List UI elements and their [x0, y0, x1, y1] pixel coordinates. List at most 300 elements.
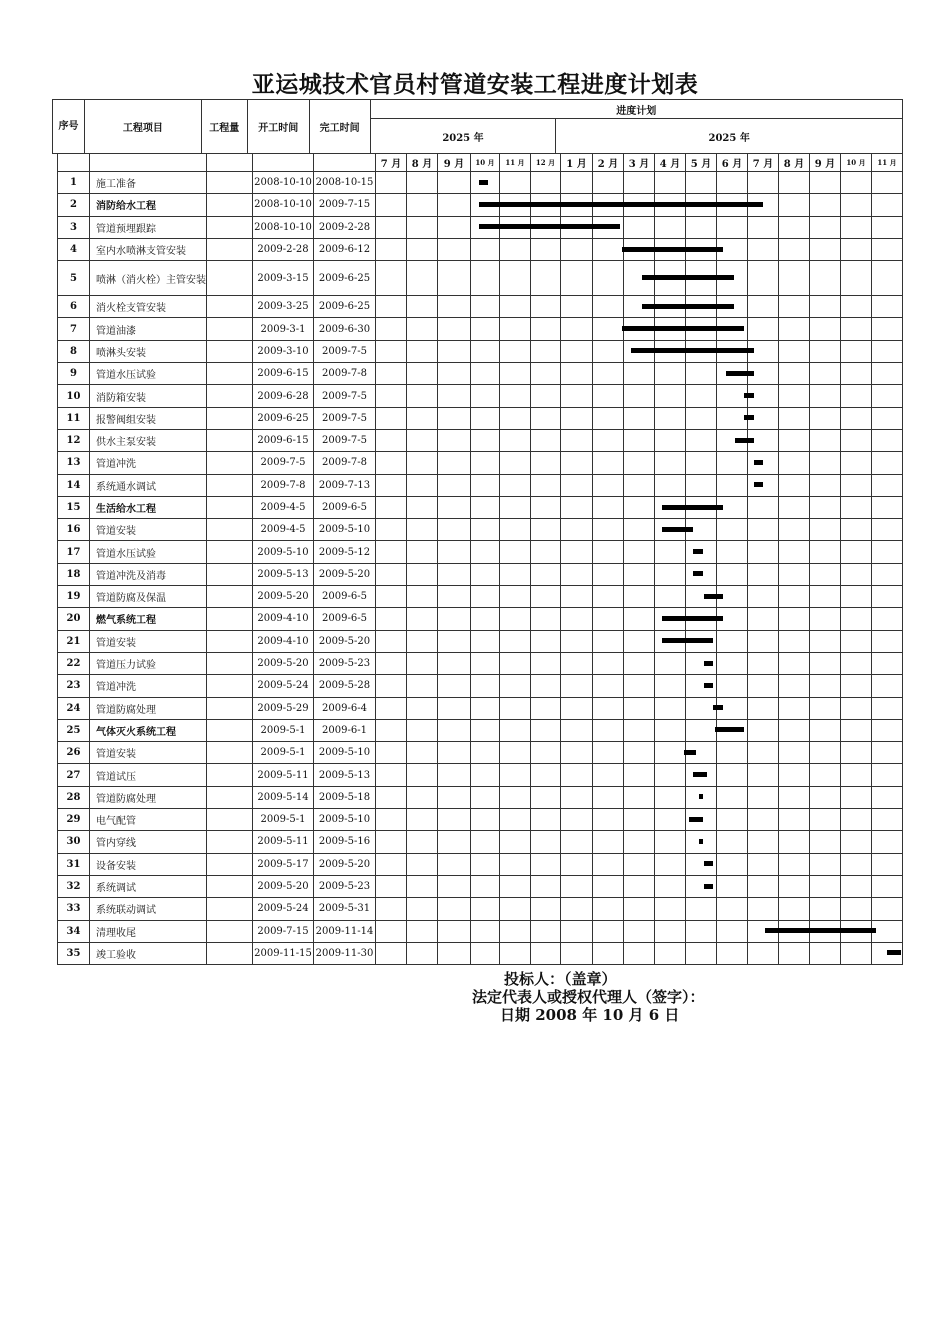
gantt-cell	[531, 652, 561, 674]
gantt-cell	[686, 541, 717, 563]
gantt-cell	[471, 296, 500, 318]
gantt-cell	[624, 608, 655, 630]
table-row	[58, 261, 903, 296]
gantt-cell	[872, 318, 903, 340]
gantt-cell	[717, 261, 748, 296]
row-end-date: 2009-5-10	[314, 809, 376, 831]
gantt-cell	[376, 920, 407, 942]
gantt-cell	[748, 675, 779, 697]
row-quantity	[207, 697, 253, 719]
gantt-cell	[655, 697, 686, 719]
gantt-cell	[531, 697, 561, 719]
gantt-cell	[500, 340, 531, 362]
row-number: 2	[58, 194, 90, 216]
gantt-cell	[438, 519, 471, 541]
row-item-name: 管道油漆	[90, 318, 207, 340]
gantt-cell	[407, 898, 438, 920]
gantt-cell	[438, 363, 471, 385]
row-end-date: 2009-11-30	[314, 942, 376, 964]
row-number: 17	[58, 541, 90, 563]
gantt-cell	[376, 786, 407, 808]
gantt-cell	[471, 809, 500, 831]
gantt-cell	[655, 675, 686, 697]
gantt-cell	[531, 216, 561, 238]
gantt-cell	[872, 496, 903, 518]
gantt-cell	[531, 452, 561, 474]
row-start-date: 2009-4-5	[253, 519, 314, 541]
gantt-cell	[872, 429, 903, 451]
gantt-cell	[593, 831, 624, 853]
gantt-cell	[841, 697, 872, 719]
row-end-date: 2009-5-13	[314, 764, 376, 786]
gantt-cell	[779, 675, 810, 697]
row-start-date: 2009-5-24	[253, 675, 314, 697]
table-row	[58, 652, 903, 674]
gantt-cell	[655, 340, 686, 362]
gantt-cell	[841, 608, 872, 630]
row-end-date: 2009-5-10	[314, 742, 376, 764]
gantt-cell	[717, 742, 748, 764]
gantt-cell	[872, 563, 903, 585]
gantt-cell	[531, 630, 561, 652]
gantt-cell	[500, 942, 531, 964]
gantt-cell	[655, 942, 686, 964]
table-row	[58, 675, 903, 697]
row-item-name: 系统调试	[90, 875, 207, 897]
gantt-cell	[810, 318, 841, 340]
table-row	[58, 764, 903, 786]
gantt-cell	[779, 452, 810, 474]
row-item-name: 生活给水工程	[90, 496, 207, 518]
gantt-cell	[407, 541, 438, 563]
row-item-name: 消防给水工程	[90, 194, 207, 216]
gantt-cell	[779, 238, 810, 260]
gantt-cell	[471, 675, 500, 697]
gantt-cell	[717, 920, 748, 942]
gantt-cell	[438, 541, 471, 563]
row-end-date: 2009-5-18	[314, 786, 376, 808]
gantt-cell	[624, 675, 655, 697]
gantt-cell	[471, 474, 500, 496]
row-quantity	[207, 296, 253, 318]
row-end-date: 2009-6-25	[314, 296, 376, 318]
gantt-cell	[686, 809, 717, 831]
gantt-cell	[531, 261, 561, 296]
gantt-cell	[624, 586, 655, 608]
gantt-cell	[872, 764, 903, 786]
row-start-date: 2009-6-15	[253, 429, 314, 451]
gantt-cell	[717, 697, 748, 719]
gantt-cell	[407, 853, 438, 875]
gantt-cell	[376, 563, 407, 585]
month-header: 10 月	[841, 154, 872, 172]
gantt-cell	[471, 786, 500, 808]
gantt-cell	[655, 853, 686, 875]
row-number: 20	[58, 608, 90, 630]
table-row	[58, 496, 903, 518]
gantt-cell	[471, 363, 500, 385]
gantt-cell	[593, 296, 624, 318]
table-row	[58, 519, 903, 541]
gantt-cell	[561, 652, 593, 674]
row-quantity	[207, 194, 253, 216]
gantt-cell	[407, 719, 438, 741]
date-line: 日期 2008 年 10 月 6 日	[500, 1006, 680, 1024]
row-number: 14	[58, 474, 90, 496]
gantt-cell	[717, 563, 748, 585]
gantt-cell	[500, 385, 531, 407]
gantt-cell	[655, 216, 686, 238]
row-start-date: 2009-6-15	[253, 363, 314, 385]
gantt-cell	[471, 238, 500, 260]
gantt-cell	[810, 340, 841, 362]
gantt-cell	[376, 407, 407, 429]
gantt-cell	[624, 363, 655, 385]
gantt-cell	[686, 261, 717, 296]
gantt-cell	[748, 429, 779, 451]
table-row	[58, 942, 903, 964]
col-start-header: 开工时间	[247, 100, 309, 154]
gantt-cell	[686, 194, 717, 216]
gantt-cell	[407, 474, 438, 496]
gantt-cell	[686, 496, 717, 518]
gantt-cell	[686, 296, 717, 318]
gantt-cell	[779, 216, 810, 238]
gantt-cell	[810, 261, 841, 296]
gantt-cell	[561, 194, 593, 216]
gantt-cell	[471, 385, 500, 407]
gantt-cell	[748, 519, 779, 541]
gantt-cell	[779, 296, 810, 318]
gantt-cell	[407, 340, 438, 362]
gantt-cell	[779, 363, 810, 385]
gantt-cell	[500, 474, 531, 496]
gantt-cell	[810, 831, 841, 853]
gantt-cell	[624, 898, 655, 920]
gantt-cell	[841, 474, 872, 496]
gantt-cell	[561, 385, 593, 407]
row-item-name: 设备安装	[90, 853, 207, 875]
row-quantity	[207, 216, 253, 238]
gantt-cell	[561, 786, 593, 808]
col-qty-header: 工程量	[201, 100, 247, 154]
gantt-cell	[500, 296, 531, 318]
gantt-cell	[438, 318, 471, 340]
gantt-cell	[438, 630, 471, 652]
gantt-cell	[407, 172, 438, 194]
gantt-cell	[593, 429, 624, 451]
gantt-cell	[376, 809, 407, 831]
gantt-cell	[624, 519, 655, 541]
row-end-date: 2009-6-5	[314, 608, 376, 630]
gantt-cell	[686, 675, 717, 697]
gantt-cell	[407, 563, 438, 585]
gantt-cell	[561, 630, 593, 652]
gantt-cell	[531, 920, 561, 942]
gantt-cell	[655, 786, 686, 808]
gantt-cell	[531, 474, 561, 496]
gantt-cell	[531, 764, 561, 786]
gantt-cell	[407, 496, 438, 518]
gantt-cell	[841, 630, 872, 652]
gantt-cell	[779, 608, 810, 630]
gantt-cell	[686, 630, 717, 652]
gantt-cell	[500, 898, 531, 920]
gantt-cell	[810, 630, 841, 652]
gantt-cell	[748, 452, 779, 474]
row-end-date: 2009-6-25	[314, 261, 376, 296]
row-item-name: 管道预埋跟踪	[90, 216, 207, 238]
gantt-cell	[438, 920, 471, 942]
gantt-cell	[438, 942, 471, 964]
gantt-cell	[561, 719, 593, 741]
gantt-cell	[624, 942, 655, 964]
gantt-cell	[810, 474, 841, 496]
gantt-cell	[471, 586, 500, 608]
gantt-cell	[531, 563, 561, 585]
gantt-cell	[471, 764, 500, 786]
gantt-cell	[438, 216, 471, 238]
gantt-cell	[438, 786, 471, 808]
table-row	[58, 216, 903, 238]
row-start-date: 2009-6-25	[253, 407, 314, 429]
gantt-cell	[593, 786, 624, 808]
gantt-cell	[624, 764, 655, 786]
row-number: 26	[58, 742, 90, 764]
row-start-date: 2009-4-10	[253, 630, 314, 652]
gantt-cell	[376, 238, 407, 260]
gantt-cell	[717, 786, 748, 808]
row-item-name: 管道安装	[90, 630, 207, 652]
gantt-cell	[717, 719, 748, 741]
gantt-cell	[841, 586, 872, 608]
schedule-table	[57, 153, 903, 965]
row-item-name: 管道防腐及保温	[90, 586, 207, 608]
gantt-cell	[500, 675, 531, 697]
gantt-cell	[655, 238, 686, 260]
gantt-cell	[655, 363, 686, 385]
gantt-cell	[500, 652, 531, 674]
gantt-cell	[531, 853, 561, 875]
gantt-cell	[531, 238, 561, 260]
gantt-cell	[686, 742, 717, 764]
gantt-cell	[500, 261, 531, 296]
row-quantity	[207, 318, 253, 340]
gantt-cell	[717, 675, 748, 697]
table-row	[58, 194, 903, 216]
gantt-cell	[872, 172, 903, 194]
row-end-date: 2009-7-8	[314, 452, 376, 474]
row-quantity	[207, 942, 253, 964]
gantt-cell	[593, 652, 624, 674]
gantt-cell	[686, 875, 717, 897]
gantt-cell	[407, 519, 438, 541]
gantt-cell	[593, 452, 624, 474]
gantt-cell	[407, 809, 438, 831]
gantt-cell	[810, 586, 841, 608]
gantt-cell	[810, 898, 841, 920]
table-row	[58, 697, 903, 719]
row-item-name: 管道压力试验	[90, 652, 207, 674]
gantt-cell	[655, 764, 686, 786]
gantt-cell	[438, 809, 471, 831]
row-start-date: 2009-5-24	[253, 898, 314, 920]
gantt-cell	[561, 675, 593, 697]
gantt-cell	[779, 318, 810, 340]
row-quantity	[207, 719, 253, 741]
gantt-cell	[748, 407, 779, 429]
gantt-cell	[841, 363, 872, 385]
gantt-cell	[531, 340, 561, 362]
gantt-cell	[500, 194, 531, 216]
table-row	[58, 238, 903, 260]
gantt-cell	[872, 340, 903, 362]
gantt-cell	[717, 318, 748, 340]
gantt-cell	[593, 172, 624, 194]
table-row	[58, 541, 903, 563]
gantt-cell	[531, 675, 561, 697]
table-header	[52, 99, 903, 154]
gantt-cell	[593, 608, 624, 630]
gantt-cell	[500, 742, 531, 764]
gantt-cell	[561, 452, 593, 474]
gantt-cell	[841, 942, 872, 964]
gantt-cell	[561, 296, 593, 318]
row-item-name: 清理收尾	[90, 920, 207, 942]
gantt-cell	[438, 385, 471, 407]
gantt-cell	[407, 296, 438, 318]
gantt-cell	[841, 340, 872, 362]
row-number: 10	[58, 385, 90, 407]
row-number: 23	[58, 675, 90, 697]
gantt-cell	[717, 429, 748, 451]
gantt-cell	[531, 586, 561, 608]
row-number: 24	[58, 697, 90, 719]
gantt-cell	[561, 831, 593, 853]
gantt-cell	[438, 296, 471, 318]
gantt-cell	[593, 563, 624, 585]
gantt-cell	[841, 385, 872, 407]
gantt-cell	[872, 942, 903, 964]
row-item-name: 供水主泵安装	[90, 429, 207, 451]
gantt-cell	[779, 563, 810, 585]
gantt-cell	[686, 363, 717, 385]
table-row	[58, 853, 903, 875]
row-start-date: 2009-5-11	[253, 831, 314, 853]
gantt-cell	[841, 875, 872, 897]
month-header: 2 月	[593, 154, 624, 172]
gantt-cell	[407, 697, 438, 719]
row-number: 32	[58, 875, 90, 897]
gantt-cell	[471, 942, 500, 964]
gantt-cell	[624, 238, 655, 260]
gantt-cell	[779, 809, 810, 831]
gantt-cell	[561, 340, 593, 362]
gantt-cell	[841, 786, 872, 808]
row-start-date: 2009-3-1	[253, 318, 314, 340]
row-start-date: 2009-5-1	[253, 719, 314, 741]
gantt-cell	[376, 630, 407, 652]
gantt-cell	[531, 296, 561, 318]
gantt-cell	[655, 742, 686, 764]
gantt-cell	[748, 541, 779, 563]
gantt-cell	[872, 541, 903, 563]
gantt-cell	[872, 385, 903, 407]
row-end-date: 2009-5-10	[314, 519, 376, 541]
gantt-cell	[376, 764, 407, 786]
gantt-cell	[531, 831, 561, 853]
row-quantity	[207, 742, 253, 764]
gantt-cell	[748, 194, 779, 216]
gantt-cell	[779, 920, 810, 942]
gantt-cell	[748, 363, 779, 385]
gantt-cell	[376, 452, 407, 474]
gantt-cell	[376, 942, 407, 964]
table-row	[58, 452, 903, 474]
row-item-name: 管道冲洗及消毒	[90, 563, 207, 585]
gantt-cell	[438, 474, 471, 496]
row-start-date: 2009-7-8	[253, 474, 314, 496]
gantt-cell	[810, 853, 841, 875]
gantt-cell	[748, 474, 779, 496]
gantt-cell	[471, 719, 500, 741]
gantt-cell	[471, 920, 500, 942]
row-start-date: 2009-7-5	[253, 452, 314, 474]
gantt-cell	[471, 697, 500, 719]
gantt-cell	[810, 172, 841, 194]
gantt-cell	[561, 764, 593, 786]
row-end-date: 2009-5-16	[314, 831, 376, 853]
gantt-cell	[593, 764, 624, 786]
gantt-cell	[872, 363, 903, 385]
gantt-cell	[500, 809, 531, 831]
gantt-cell	[407, 407, 438, 429]
row-number: 7	[58, 318, 90, 340]
gantt-cell	[717, 238, 748, 260]
gantt-cell	[748, 630, 779, 652]
gantt-cell	[810, 194, 841, 216]
gantt-cell	[500, 496, 531, 518]
blank-cell	[58, 154, 90, 172]
gantt-cell	[561, 809, 593, 831]
gantt-cell	[471, 261, 500, 296]
month-header: 8 月	[407, 154, 438, 172]
gantt-cell	[438, 652, 471, 674]
gantt-cell	[655, 630, 686, 652]
gantt-cell	[561, 920, 593, 942]
gantt-cell	[407, 608, 438, 630]
gantt-cell	[717, 340, 748, 362]
row-number: 3	[58, 216, 90, 238]
row-item-name: 燃气系统工程	[90, 608, 207, 630]
gantt-cell	[810, 875, 841, 897]
gantt-cell	[686, 764, 717, 786]
gantt-cell	[438, 563, 471, 585]
month-header: 1 月	[561, 154, 593, 172]
gantt-cell	[593, 474, 624, 496]
row-start-date: 2009-4-5	[253, 496, 314, 518]
gantt-cell	[531, 194, 561, 216]
gantt-cell	[655, 920, 686, 942]
gantt-cell	[593, 363, 624, 385]
gantt-cell	[438, 429, 471, 451]
row-start-date: 2009-4-10	[253, 608, 314, 630]
gantt-cell	[810, 764, 841, 786]
gantt-cell	[748, 719, 779, 741]
gantt-cell	[841, 742, 872, 764]
gantt-cell	[717, 541, 748, 563]
row-end-date: 2009-7-5	[314, 385, 376, 407]
